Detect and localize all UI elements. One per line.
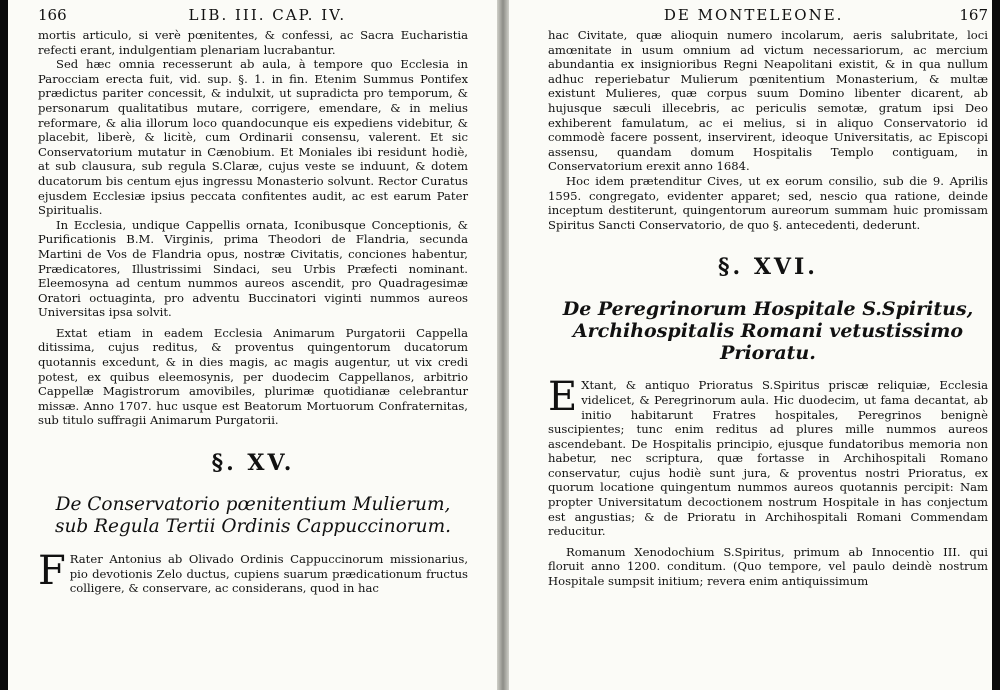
paragraph: Hoc idem prætenditur Cives, ut ex eorum consilio, sub die 9. Aprilis 1595. congregato, evidenter apparet; sed, nescio qua ratione, deinde inceptum destiterunt, quingentorum aureorum summam huic promissam Spiritus Sancti Conservatorio, de quo §. antecedenti, dederunt.	[548, 173, 988, 232]
dropcap: E	[548, 374, 578, 421]
section-title-xvi: De Peregrinorum Hospitale S.Spiritus, Archihospitalis Romani vetustissimo Prioratu.	[562, 298, 974, 365]
paragraph: Extat etiam in eadem Ecclesia Animarum Purgatorii Cappella ditissima, cujus reditus, & proventus quingentorum ducatorum quotannis excedunt, & in dies magis, ac magis augentur, ut vix credi potest, ex quibus eleemosynis, per duodecim Cappellanos, arbitrio Cappellæ Magistrorum amovibiles, plurimæ quotidianæ celebrantur missæ. Anno 1707. huc usque est Beatorum Mortuorum Confraternitas, sub titulo suffragii Animarum Purgatorii.	[38, 325, 468, 428]
book-spread	[8, 0, 992, 690]
paragraph-text: Xtant, & antiquo Prioratus S.Spiritus priscæ reliquiæ, Ecclesia videlicet, & Peregrinorum aula. Hic duodecim, ut fama decantat, ab initio habitarunt Fratres hospitales, Peregrinos benignè suscipientes; tunc enim reditus ad plures mille nummos aureos ascendebant. De Hospitalis principio, ejusque fundatoribus memoria non habetur, nec scriptura, quæ fortasse in Archihospitali Romano conservatur, cujus hodiè sunt jura, & proventus nostri Prioratus, ex quorum locatione quingentum nummos aureos quotannis percipit: Nam propter Universitatum decoctionem nostrum Hospitale in has conjectum est angustias; & de Prioratu in Archihospitali Romani Commendam reducitur.	[548, 378, 988, 539]
paragraph: mortis articulo, si verè pœnitentes, & confessi, ac Sacra Eucharistia refecti erant, indulgentiam plenariam lucrabantur.	[38, 28, 468, 57]
paragraph-text: Rater Antonius ab Olivado Ordinis Cappuccinorum missionarius, pio devotionis Zelo ductus, cupiens suarum prædicationum fructus colligere, & conservare, ac considerans, quod in hac	[69, 552, 468, 596]
left-page	[38, 6, 468, 686]
book-gutter	[497, 0, 509, 690]
section-heading-xv: §. XV.	[211, 450, 295, 477]
paragraph-with-dropcap	[38, 548, 468, 596]
page-number-left: 166	[38, 6, 67, 24]
section-title-xv: De Conservatorio pœnitentium Mulierum, sub Regula Tertii Ordinis Cappuccinorum.	[54, 494, 452, 538]
right-page	[548, 6, 988, 686]
section-heading-xvi: §. XVI.	[718, 254, 818, 281]
running-head-right	[548, 6, 988, 28]
running-head-text-left: LIB. III. CAP. IV.	[188, 6, 347, 24]
paragraph: hac Civitate, quæ alioquin numero incolarum, aeris salubritate, loci amœnitate in usum omnium ad victum necessariorum, ac mercium abundantia ex insignioribus Regni Neapolitani existit, & in qua nullum adhuc reperiebatur Mulierum pœnitentium Monasterium, & multæ existunt Mulieres, quæ corpus suum Domino libenter dicarent, ab hujusque sæculi illecebris, ac periculis semotæ, gratum ipsi Deo exhiberent famulatum, ac ei melius, si in aliquo Conservatorio id commodè facere possent, inservirent, ideoque Universitatis, ac Episcopi assensu, quandam domum Hospitalis Templo contiguam, in Conservatorium erexit anno 1684.	[548, 28, 988, 174]
dropcap: F	[38, 548, 66, 595]
paragraph: In Ecclesia, undique Cappellis ornata, Iconibusque Conceptionis, & Purificationis B.M. Virginis, prima Theodori de Flandria, secunda Martini de Vos de Flandria opus, nostræ Civitatis, conciones habentur, Prædicatores, Illustrissimi Sindaci, seu Urbis Præfecti nominant. Eleemosyna ad centum nummos aureos ascendit, pro Quadragesimæ Oratori octuaginta, pro adventu Buccinatori viginti nummos aureos Universitas ipsa solvit.	[38, 217, 468, 320]
page-number-right: 167	[959, 6, 988, 24]
paragraph: Sed hæc omnia recesserunt ab aula, à tempore quo Ecclesia in Parocciam erecta fuit, vid. sup. §. 1. in fin. Etenim Summus Pontifex prædictus pariter concessit, & indulxit, ut supradicta pro temporum, & personarum qualitatibus mutare, corrigere, emendare, & in melius reformare, & alia illorum loco quandocunque eis expediens videbitur, & placebit, liberè, & licitè, cum Ordinarii consensu, valerent. Et sic Conservatorium mutatur in Cænobium. Et Moniales ibi residunt hodiè, at sub clausura, sub regula S.Claræ, cujus veste se induunt, & dotem ducatorum bis centum ejus ingressu Monasterio solvunt. Rector Curatus ejusdem Ecclesiæ ipsius peccata confitentes audit, ac est earum Pater Spiritualis.	[38, 57, 468, 218]
running-head-left	[38, 6, 468, 28]
paragraph-with-dropcap	[548, 374, 988, 539]
paragraph: Romanum Xenodochium S.Spiritus, primum ab Innocentio III. qui floruit anno 1200. conditum. (Quo tempore, vel paulo deindè nostrum Hospitale sumpsit initium; revera enim antiquissimum	[548, 544, 988, 589]
running-head-text-right: DE MONTELEONE.	[663, 6, 844, 24]
